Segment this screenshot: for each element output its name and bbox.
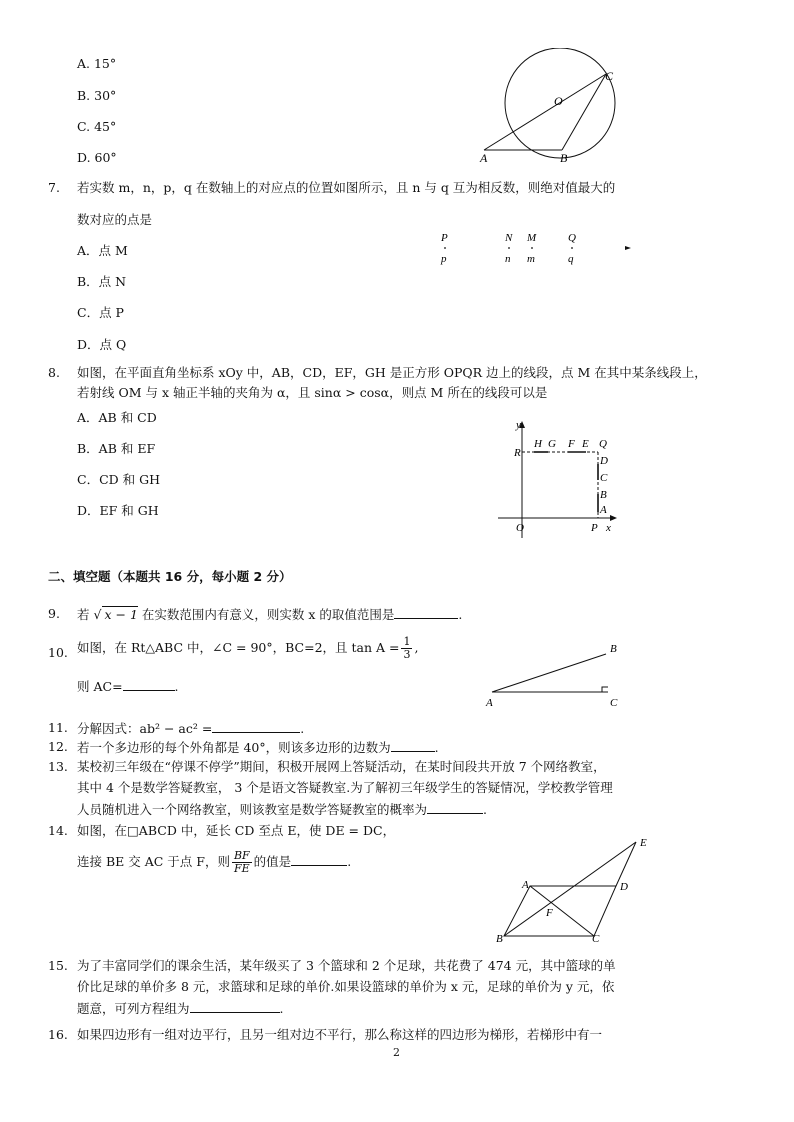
svg-text:E: E [640,837,647,849]
svg-text:B: B [496,933,503,945]
svg-text:B: B [600,489,607,501]
q7-option-b: B．点 N [77,274,127,289]
svg-text:O: O [516,522,524,534]
q12-number: 12. [48,739,68,754]
svg-text:q: q [568,253,574,265]
svg-text:Q: Q [599,438,607,450]
q8-option-a: A．AB 和 CD [77,410,157,425]
q7-stem-line2: 数对应的点是 [77,212,153,227]
q13-stem-line1: 某校初三年级在“停课不停学”期间，积极开展网上答疑活动，在某时间段共开放 7 个网络教室， [77,759,606,774]
q7-option-c: C．点 P [77,305,124,320]
svg-text:M: M [527,232,537,244]
q11-number: 11. [48,720,68,735]
q14-stem-line2: 连接 BE 交 AC 于点 F，则 $\frac{BF}{FE}$ 的值是 . [77,849,352,875]
q8-square-figure [490,418,630,540]
q15-stem-line2: 价比足球的单价多 8 元，求篮球和足球的单价.如果设篮球的单价为 x 元，足球的单价为 y 元，依 [77,979,615,994]
svg-text:G: G [548,438,556,450]
q16-number: 16. [48,1027,68,1042]
q8-stem-line2: 若射线 OM 与 x 轴正半轴的夹角为 α，且 sinα > cosα，则点 M 所在的线段可以是 [77,385,548,400]
q15-number: 15. [48,958,68,973]
q10-number: 10. [48,645,68,660]
q7-option-d: D．点 Q [77,337,127,352]
svg-text:N: N [505,232,513,244]
svg-text:F: F [568,438,575,450]
svg-text:D: D [600,455,608,467]
svg-text:m: m [527,253,535,265]
q7-stem-line1: 若实数 m，n，p，q 在数轴上的对应点的位置如图所示，且 n 与 q 互为相反数，则绝对值最大的 [77,180,616,195]
section-heading-fill-in: 二、填空题（本题共 16 分，每小题 2 分） [48,569,292,584]
q14-parallelogram-figure [490,832,660,948]
page-number: 2 [393,1046,400,1059]
q8-number: 8. [48,365,60,380]
svg-text:C: C [592,933,600,945]
q10-stem-line1: 如图，在 Rt△ABC 中，∠C = 90°，BC=2，且 tan A = $\frac{1}{3}$ , [77,635,419,661]
q15-stem-line1: 为了丰富同学们的课余生活，某年级买了 3 个篮球和 2 个足球，共花费了 474 元，其中篮球的单 [77,958,616,973]
svg-text:y: y [516,419,521,431]
q10-stem-line2: 则 AC= . [77,679,179,694]
svg-text:R: R [514,447,521,459]
svg-text:p: p [441,253,447,265]
q9-stem: 若 √ x − 1 在实数范围内有意义，则实数 x 的取值范围是 . [77,607,463,622]
q7-number-line [435,228,645,268]
q11-stem: 分解因式：ab² − ac² = . [77,721,305,736]
q8-option-c: C．CD 和 GH [77,472,160,487]
q6-circle-figure [470,48,640,168]
q6-label-o: O [554,94,563,108]
svg-text:F: F [546,907,553,919]
q6-option-d: D. 60° [77,150,117,165]
q6-label-c: C [605,69,614,83]
svg-text:E: E [582,438,589,450]
q12-stem: 若一个多边形的每个外角都是 40°，则该多边形的边数为 . [77,740,439,755]
svg-text:A: A [486,697,493,709]
q9-number: 9. [48,606,60,621]
q16-stem-line1: 如果四边形有一组对边平行，且另一组对边不平行，那么称这样的四边形为梯形，若梯形中有一 [77,1027,603,1042]
q6-option-a: A. 15° [77,56,117,71]
svg-text:x: x [606,522,611,534]
q14-stem-line1: 如图，在□ABCD 中，延长 CD 至点 E，使 DE = DC， [77,823,396,838]
q7-option-a: A．点 M [77,243,128,258]
svg-text:A: A [522,879,529,891]
q8-option-b: B．AB 和 EF [77,441,156,456]
svg-text:A: A [600,504,607,516]
svg-text:n: n [505,253,511,265]
q14-number: 14. [48,823,68,838]
q8-stem-line1: 如图，在平面直角坐标系 xOy 中，AB，CD，EF，GH 是正方形 OPQR 边上的线段，点 M 在其中某条线段上， [77,365,707,380]
q7-number: 7. [48,180,60,195]
q13-stem-line2: 其中 4 个是数学答疑教室， 3 个是语文答疑教室.为了解初三年级学生的答疑情况，学校教学管理 [77,780,613,795]
q10-tan-fraction: $\frac{1}{3}$ [403,635,411,661]
q14-ratio-fraction: $\frac{BF}{FE}$ [233,849,250,875]
q13-stem-line3: 人员随机进入一个网络教室，则该教室是数学答疑教室的概率为 . [77,802,487,817]
svg-text:P: P [441,232,448,244]
svg-text:C: C [600,472,608,484]
q10-triangle-figure [478,638,628,710]
svg-text:H: H [534,438,542,450]
svg-text:D: D [620,881,628,893]
q8-option-d: D．EF 和 GH [77,503,159,518]
svg-text:P: P [591,522,598,534]
svg-text:Q: Q [568,232,576,244]
q6-option-b: B. 30° [77,88,117,103]
q6-option-c: C. 45° [77,119,117,134]
q13-number: 13. [48,759,68,774]
svg-text:B: B [610,643,617,655]
q15-stem-line3: 题意，可列方程组为 . [77,1001,284,1016]
q6-label-a: A [480,151,488,165]
q6-label-b: B [560,151,568,165]
svg-text:C: C [610,697,618,709]
